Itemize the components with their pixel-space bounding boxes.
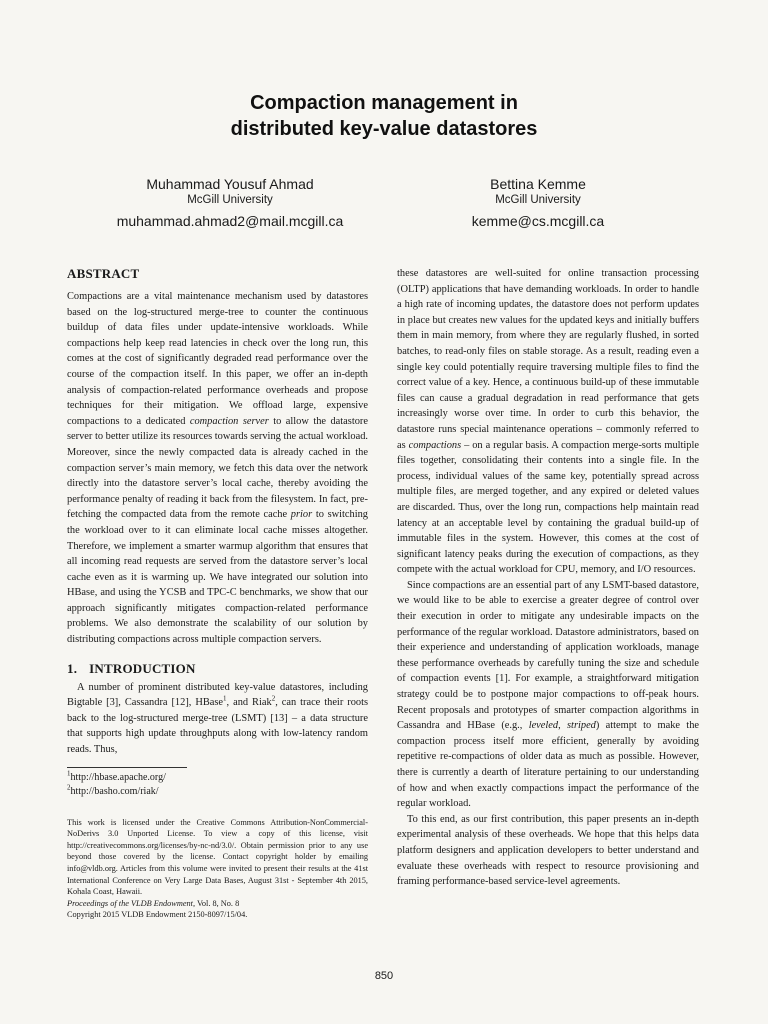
author-block-1 <box>80 175 380 231</box>
footnote-link[interactable]: http://hbase.apache.org/ <box>70 771 166 783</box>
right-column <box>397 266 699 890</box>
author-block-2 <box>388 175 688 231</box>
author-email: kemme@cs.mcgill.ca <box>471 213 605 229</box>
body-paragraph-1: these datastores are well-suited for online transaction processing (OLTP) applications that have demanding workloads. In order to handle a high rate of incoming updates, the datastore does not perform updates in place but creates new values for the updated keys and initially buffers them in main memory, from where they are regularly flushed, in sorted batches, to read-only files on stable storage. As a result, reading even a single key could potentially require traversing multiple files to find the correct value of a key. Hence, a continuous build-up of these immutable files can cause a gradual degradation in read performance that gets increasingly worse over time. In order to curb this behavior, the datastore runs special maintenance operations – commonly referred to as compactions – on a regular basis. A compaction merge-sorts multiple files together, consolidating their contents into a single file. In the process, individual values of the same key, potentially spread across multiple files, are merged together, and any expired or deleted values are discarded. Thus, over the long run, compactions help maintain read latency at an acceptable level by containing the gradual build-up of immutable files in the system. However, this comes at the cost of significant latency peaks during the execution of compactions, as they compete with the actual workload for CPU, memory, and I/O resources. <box>397 268 699 576</box>
author-email: muhammad.ahmad2@mail.mcgill.ca <box>116 213 344 229</box>
abstract-heading: ABSTRACT <box>67 266 140 281</box>
title-line-2: distributed key-value datastores <box>230 118 538 140</box>
copyright-line: Copyright 2015 VLDB Endowment 2150-8097/15/04. <box>67 910 248 920</box>
footnote-1: $^1$http://hbase.apache.org/ <box>67 769 166 783</box>
section-number: 1. <box>67 660 78 676</box>
section-title: INTRODUCTION <box>89 660 196 676</box>
paper-title <box>0 90 768 142</box>
footnote-link[interactable]: http://basho.com/riak/ <box>70 785 159 797</box>
page-number: 850 <box>374 970 394 982</box>
author-name: Muhammad Yousuf Ahmad <box>146 176 314 192</box>
body-paragraph-3: To this end, as our first contribution, this paper presents an in-depth experimental analysis of these overheads. We hope that this helps data platform designers and application developers to better understand and evaluate these overheads with respect to resource provisioning and framing performance-based service-level agreements. <box>397 813 699 888</box>
left-column <box>67 265 368 921</box>
license-block <box>67 817 368 921</box>
author-name: Bettina Kemme <box>490 176 586 192</box>
introduction-heading <box>67 660 368 678</box>
author-affiliation: McGill University <box>187 194 273 206</box>
proceedings-line: Proceedings of the VLDB Endowment, Vol. 8, No. 8 <box>67 898 240 908</box>
author-affiliation: McGill University <box>495 194 581 206</box>
footnote-divider <box>67 767 187 768</box>
footnote-2: $^2$http://basho.com/riak/ <box>67 783 159 797</box>
title-line-1: Compaction management in <box>250 92 518 114</box>
abstract-text: Compactions are a vital maintenance mechanism used by datastores based on the log-structured merge-tree to counter the continuous buildup of data files under update-intensive workloads. While compactions help keep read latencies in check over the long run, this comes at the cost of significantly degraded read performance over the course of the compaction itself. In this paper, we offer an in-depth analysis of compaction-related performance overheads and propose techniques for their mitigation. We offload large, expensive compactions to a dedicated compaction server to allow the datastore server to better utilize its resources towards serving the actual workload. Moreover, since the newly compacted data is already cached in the compaction server’s main memory, we fetch this data over the network directly into the datastore server’s local cache, thereby avoiding the performance penalty of reading it back from the filesystem. In fact, pre-fetching the compacted data from the remote cache prior to switching the workload over to it can eliminate local cache misses altogether. Therefore, we implement a smarter warmup algorithm that ensures that all incoming read requests are served from the datastore server’s local cache even as it is warming up. We have integrated our solution into HBase, and using the YCSB and TPC-C benchmarks, we show that our approach significantly mitigates compaction-related performance problems. We also demonstrate the scalability of our solution by distributing compactions across multiple compaction servers. <box>67 291 368 646</box>
license-text: This work is licensed under the Creative Commons Attribution-NonCommercial-NoDerivs 3.0 Unported License. To view a copy of this license, visit http://creativecommons.org/licenses/by-nc-nd/3.0/. Obtain permission prior to any use beyond those covered by the license. Contact copyright holder by emailing info@vldb.org. Articles from this volume were invited to present their results at the 41st International Conference on Very Large Data Bases, August 31st - September 4th 2015, Kohala Coast, Hawaii. <box>67 817 368 897</box>
body-paragraph-2: Since compactions are an essential part of any LSMT-based datastore, we would like to be able to exercise a greater degree of control over their execution in order to mitigate any undesirable impacts on the performance of the regular workload. Datastore administrators, based on their experience and understanding of application workloads, manage these performance overheads by carefully tuning the size and schedule of compaction events [1]. For example, a straightforward mitigation strategy could be to postpone major compactions to off-peak hours. Recent proposals and prototypes of smarter compaction algorithms in Cassandra and HBase (e.g., leveled, striped) attempt to make the compaction process itself more efficient, generally by avoiding repetitive re-compactions of older data as much as possible. However, there is currently a dearth of literature pertaining to our understanding of how and when exactly compactions impact the performance of the regular workload. <box>397 579 700 810</box>
introduction-paragraph: A number of prominent distributed key-value datastores, including Bigtable [3], Cassandra [12], HBase$^1$, and Riak$^2$, can trace their roots back to the log-structured merge-tree (LSMT) [13] – a data structure that supports high update throughputs along with low-latency random reads. Thus, <box>67 681 369 756</box>
